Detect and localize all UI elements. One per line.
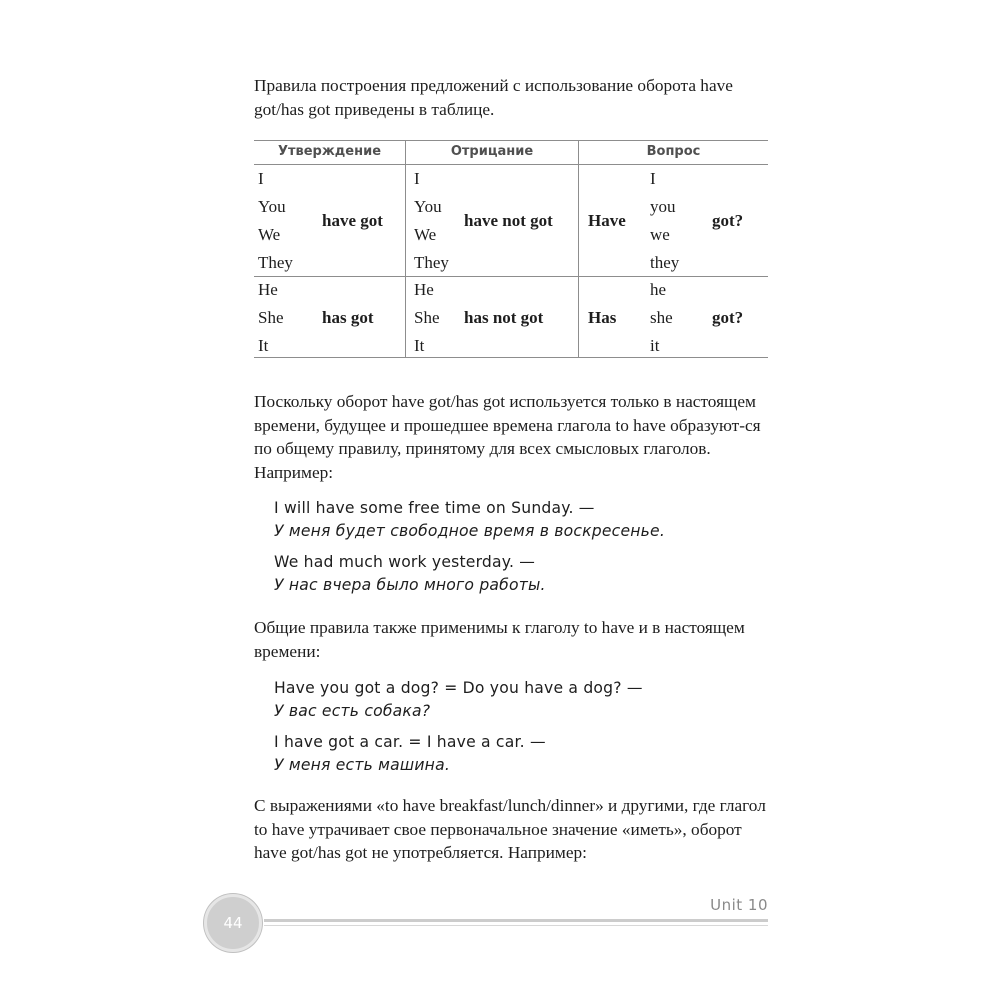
expressions-paragraph: С выражениями «to have breakfast/lunch/dinner» и другими, где глагол to have утрачивает свое первоначальное значение «иметь», оборот have got/has got не употребляется. Например: bbox=[254, 796, 766, 862]
neg-pronoun-we: We bbox=[414, 225, 437, 244]
page-number-badge bbox=[204, 894, 262, 952]
page-number: 44 bbox=[223, 914, 243, 932]
header-question: Вопрос bbox=[646, 144, 701, 159]
q-pronoun-it: it bbox=[650, 336, 660, 355]
pronoun-you: You bbox=[258, 197, 286, 216]
example-en: Have you got a dog? = Do you have a dog? — bbox=[274, 679, 643, 697]
aff-verb-singular: has got bbox=[322, 308, 374, 327]
q-pronoun-we: we bbox=[650, 225, 670, 244]
pronoun-he: He bbox=[258, 280, 278, 299]
pronoun-i: I bbox=[258, 169, 264, 188]
q-end-singular: got? bbox=[712, 308, 744, 327]
pronoun-it: It bbox=[258, 336, 269, 355]
intro-paragraph: Правила построения предложений с использование оборота have got/has got приведены в таблице. bbox=[254, 76, 733, 119]
neg-pronoun-they: They bbox=[414, 253, 449, 272]
aff-verb-plural: have got bbox=[322, 211, 383, 230]
example-en: I will have some free time on Sunday. — bbox=[274, 499, 595, 517]
header-affirmative: Утверждение bbox=[277, 144, 382, 159]
example-dog bbox=[274, 677, 764, 723]
tense-paragraph: Поскольку оборот have got/has got используется только в настоящем времени, будущее и прошедшее времена глагола to have образуют-ся по общему правилу, принятому для всех смысловых глаголов. Например: bbox=[254, 392, 761, 482]
q-aux-singular: Has bbox=[588, 308, 617, 327]
example-en: I have got a car. = I have a car. — bbox=[274, 733, 546, 751]
unit-label: Unit 10 bbox=[710, 896, 768, 914]
pronoun-we: We bbox=[258, 225, 281, 244]
neg-verb-singular: has not got bbox=[464, 308, 544, 327]
q-pronoun-you: you bbox=[650, 197, 676, 216]
q-pronoun-i: I bbox=[650, 169, 656, 188]
q-pronoun-he: he bbox=[650, 280, 667, 299]
neg-pronoun-he: He bbox=[414, 280, 434, 299]
neg-pronoun-it: It bbox=[414, 336, 425, 355]
q-pronoun-they: they bbox=[650, 253, 680, 272]
example-ru: У меня будет свободное время в воскресенье. bbox=[274, 522, 665, 540]
footer-rule-thin bbox=[264, 925, 768, 926]
neg-pronoun-you: You bbox=[414, 197, 442, 216]
have-got-table bbox=[254, 140, 768, 358]
header-negative: Отрицание bbox=[450, 144, 534, 159]
pronoun-they: They bbox=[258, 253, 293, 272]
example-ru: У вас есть собака? bbox=[274, 702, 431, 720]
footer-rule bbox=[264, 919, 768, 922]
example-car bbox=[274, 731, 764, 777]
neg-pronoun-she: She bbox=[414, 308, 440, 327]
q-aux-plural: Have bbox=[588, 211, 626, 230]
example-ru: У нас вчера было много работы. bbox=[274, 576, 546, 594]
example-en: We had much work yesterday. — bbox=[274, 553, 536, 571]
example-past bbox=[274, 551, 764, 597]
example-ru: У меня есть машина. bbox=[274, 756, 450, 774]
present-paragraph: Общие правила также применимы к глаголу to have и в настоящем времени: bbox=[254, 618, 745, 661]
pronoun-she: She bbox=[258, 308, 284, 327]
q-pronoun-she: she bbox=[650, 308, 673, 327]
neg-verb-plural: have not got bbox=[464, 211, 553, 230]
neg-pronoun-i: I bbox=[414, 169, 420, 188]
q-end-plural: got? bbox=[712, 211, 744, 230]
example-future bbox=[274, 497, 764, 543]
